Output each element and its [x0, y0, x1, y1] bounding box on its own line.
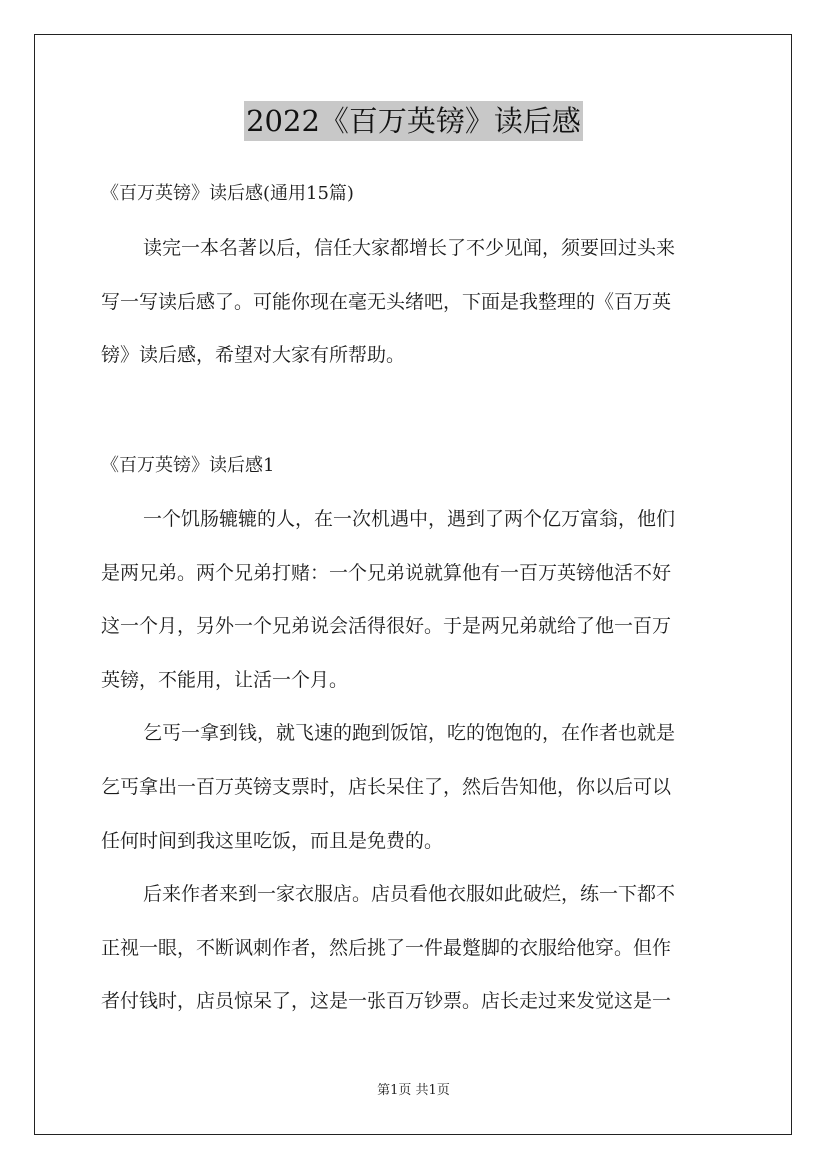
intro-line: 镑》读后感，希望对大家有所帮助。 [101, 344, 406, 366]
body-line: 正视一眼，不断讽刺作者，然后挑了一件最蹩脚的衣服给他穿。但作 [101, 937, 672, 959]
body-line: 任何时间到我这里吃饭，而且是免费的。 [101, 830, 444, 852]
body-line: 乞丐拿出一百万英镑支票时，店长呆住了，然后告知他，你以后可以 [101, 776, 672, 798]
body-line: 英镑，不能用，让活一个月。 [101, 669, 349, 691]
body-line: 后来作者来到一家衣服店。店员看他衣服如此破烂，练一下都不 [143, 883, 676, 905]
page-footer: 第1页 共1页 [377, 1083, 450, 1098]
body-line: 乞丐一拿到钱，就飞速的跑到饭馆，吃的饱饱的，在作者也就是 [143, 722, 676, 744]
section-heading: 《百万英镑》读后感1 [101, 455, 275, 476]
intro-line: 写一写读后感了。可能你现在毫无头绪吧，下面是我整理的《百万英 [101, 291, 672, 313]
body-line: 是两兄弟。两个兄弟打赌：一个兄弟说就算他有一百万英镑他活不好 [101, 562, 672, 584]
body-line: 这一个月，另外一个兄弟说会活得很好。于是两兄弟就给了他一百万 [101, 615, 672, 637]
intro-line: 读完一本名著以后，信任大家都增长了不少见闻，须要回过头来 [143, 237, 676, 259]
document-subtitle: 《百万英镑》读后感(通用15篇) [101, 183, 354, 204]
title-container [0, 101, 827, 141]
body-line: 者付钱时，店员惊呆了，这是一张百万钞票。店长走过来发觉这是一 [101, 990, 672, 1012]
body-line: 一个饥肠辘辘的人，在一次机遇中，遇到了两个亿万富翁，他们 [143, 508, 676, 530]
document-title: 2022《百万英镑》读后感 [244, 101, 583, 141]
